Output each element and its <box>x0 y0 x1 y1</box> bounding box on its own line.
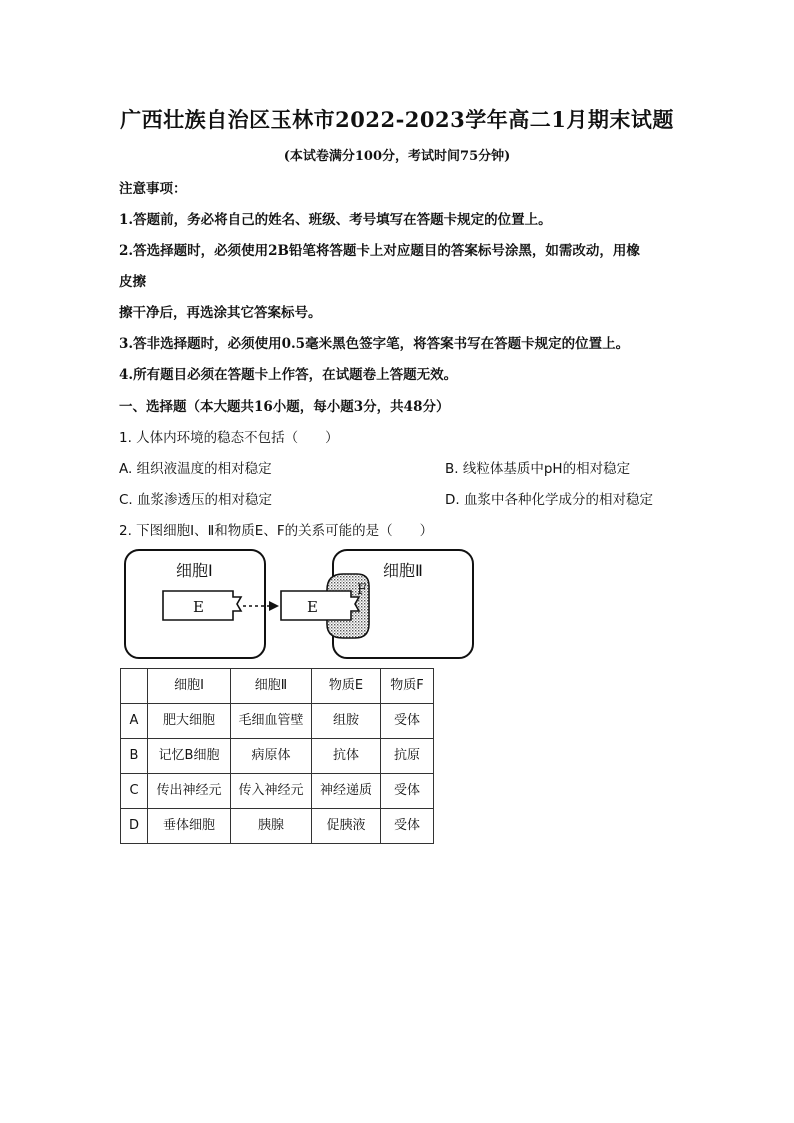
table-cell: 抗体 <box>312 739 381 774</box>
question-1-option-b: B. 线粒体基质中pH的相对稳定 <box>445 461 631 477</box>
arrow-head <box>269 601 279 611</box>
exam-subtitle: (本试卷满分100分，考试时间75分钟) <box>283 149 511 164</box>
note-item-1: 1.答题前，务必将自己的姓名、班级、考号填写在答题卡规定的位置上。 <box>119 212 552 228</box>
table-header-cell: 物质F <box>381 669 434 704</box>
table-cell: 促胰液 <box>312 809 381 844</box>
exam-title: 广西壮族自治区玉林市2022-2023学年高二1月期末试题 <box>120 107 674 132</box>
table-cell: 垂体细胞 <box>148 809 231 844</box>
table-cell: 毛细血管壁 <box>231 704 312 739</box>
table-header-cell: 细胞Ⅱ <box>231 669 312 704</box>
note-item-2-line-2: 皮擦 <box>119 274 146 290</box>
question-2-stem: 2. 下图细胞Ⅰ、Ⅱ和物质E、F的关系可能的是（ ） <box>119 523 434 539</box>
table-row <box>121 739 434 774</box>
molecule-e-left-label: E <box>193 598 204 616</box>
question-1-option-a: A. 组织液温度的相对稳定 <box>119 461 272 477</box>
table-cell: B <box>121 739 148 774</box>
receptor-f-label: F <box>357 582 367 598</box>
section-heading: 一、选择题（本大题共16小题，每小题3分，共48分） <box>119 399 450 415</box>
table-cell: 受体 <box>381 774 434 809</box>
table-row <box>121 809 434 844</box>
note-item-2-line-3: 擦干净后，再选涂其它答案标号。 <box>119 305 322 321</box>
question-1-option-d: D. 血浆中各种化学成分的相对稳定 <box>445 492 653 508</box>
molecule-e-right-label: E <box>307 598 318 616</box>
question-1-option-c: C. 血浆渗透压的相对稳定 <box>119 492 273 508</box>
table-cell: 肥大细胞 <box>148 704 231 739</box>
note-item-4: 4.所有题目必须在答题卡上作答，在试题卷上答题无效。 <box>119 367 458 383</box>
table-row <box>121 774 434 809</box>
table-header-cell <box>121 669 148 704</box>
question-2-options-table <box>120 668 434 844</box>
table-cell: 抗原 <box>381 739 434 774</box>
table-row <box>121 704 434 739</box>
cell-diagram <box>121 546 481 664</box>
table-cell: 传入神经元 <box>231 774 312 809</box>
table-cell: 传出神经元 <box>148 774 231 809</box>
table-header-cell: 细胞Ⅰ <box>148 669 231 704</box>
table-cell: 神经递质 <box>312 774 381 809</box>
table-cell: 受体 <box>381 704 434 739</box>
table-cell: C <box>121 774 148 809</box>
table-header-cell: 物质E <box>312 669 381 704</box>
table-cell: 受体 <box>381 809 434 844</box>
table-cell: A <box>121 704 148 739</box>
table-cell: 组胺 <box>312 704 381 739</box>
cell-2-label: 细胞Ⅱ <box>383 561 423 580</box>
note-item-3: 3.答非选择题时，必须使用0.5毫米黑色签字笔，将答案书写在答题卡规定的位置上。 <box>119 336 630 352</box>
molecule-e-right <box>281 591 359 620</box>
table-cell: D <box>121 809 148 844</box>
notes-heading: 注意事项： <box>119 181 187 197</box>
cell-1-label: 细胞Ⅰ <box>176 561 213 580</box>
table-cell: 病原体 <box>231 739 312 774</box>
table-header-row <box>121 669 434 704</box>
table-cell: 胰腺 <box>231 809 312 844</box>
note-item-2-line-1: 2.答选择题时，必须使用2B铅笔将答题卡上对应题目的答案标号涂黑，如需改动，用橡 <box>119 243 640 259</box>
table-cell: 记忆B细胞 <box>148 739 231 774</box>
question-1-stem: 1. 人体内环境的稳态不包括（ ） <box>119 430 339 446</box>
